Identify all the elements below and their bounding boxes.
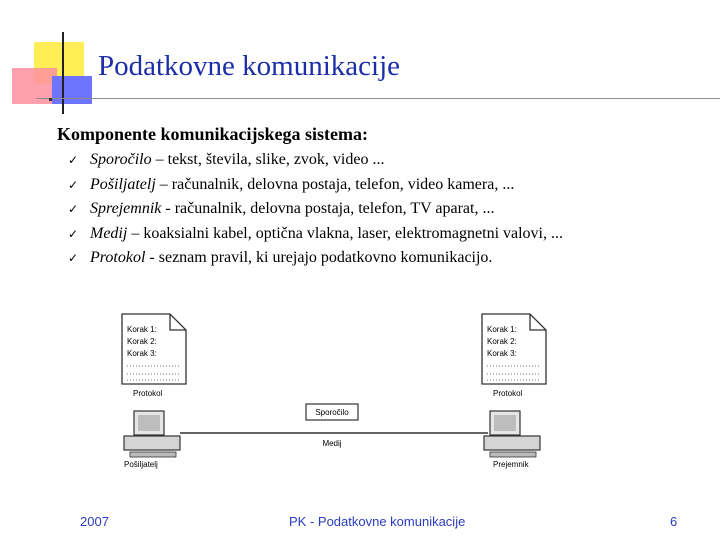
checkmark-icon: ✓	[68, 202, 79, 216]
checkmark-icon: ✓	[68, 177, 79, 192]
protocol-document-right	[482, 314, 546, 384]
bullet-term: Protokol	[90, 249, 146, 266]
checkmark-icon: ✓	[68, 251, 79, 265]
bullet-term: Medij	[90, 224, 128, 242]
medium-label: Medij	[322, 439, 342, 448]
bullet-term: Pošiljatelj	[90, 175, 156, 193]
slide-title: Podatkovne komunikacije	[98, 50, 401, 82]
protocol-step: Korak 3:	[487, 349, 517, 358]
bullet-text: - seznam pravil, ki urejajo podatkovno komunikacijo.	[145, 249, 493, 266]
bullet-item	[68, 249, 563, 274]
page-number: 6	[670, 514, 678, 529]
slide-subtitle: Komponente komunikacijskega sistema:	[57, 124, 369, 144]
bullet-term: Sprejemnik	[90, 200, 162, 217]
protocol-label-right: Protokol	[493, 389, 523, 398]
message-label: Sporočilo	[315, 408, 349, 417]
checkmark-icon: ✓	[68, 153, 79, 167]
decor-dot	[49, 98, 52, 101]
protocol-step: Korak 2:	[487, 337, 517, 346]
bullet-item	[68, 225, 563, 250]
protocol-step: Korak 1:	[127, 325, 157, 334]
protocol-step: Korak 2:	[127, 337, 157, 346]
protocol-document-left	[122, 314, 186, 384]
checkmark-icon: ✓	[68, 226, 79, 241]
receiver-computer-icon	[484, 411, 540, 457]
bullet-item	[68, 200, 563, 225]
footer-title: PK - Podatkovne komunikacije	[289, 514, 466, 529]
bullet-term: Sporočilo	[90, 151, 152, 168]
bullet-text: – koaksialni kabel, optična vlakna, laser, elektromagnetni valovi, ...	[127, 224, 563, 242]
bullet-text: - računalnik, delovna postaja, telefon, TV aparat, ...	[161, 200, 495, 217]
sender-label: Pošiljatelj	[124, 460, 158, 469]
footer-year: 2007	[80, 514, 109, 529]
bullet-list	[68, 151, 563, 274]
bullet-item	[68, 176, 563, 201]
decor-vertical-line	[62, 32, 64, 114]
communication-diagram	[100, 300, 560, 480]
bullet-item	[68, 151, 563, 176]
protocol-label-left: Protokol	[133, 389, 163, 398]
protocol-step: Korak 3:	[127, 349, 157, 358]
receiver-label: Prejemnik	[493, 460, 529, 469]
protocol-step: Korak 1:	[487, 325, 517, 334]
bullet-text: – računalnik, delovna postaja, telefon, video kamera, ...	[155, 175, 515, 193]
bullet-text: – tekst, števila, slike, zvok, video ...	[151, 151, 385, 168]
title-underline	[36, 98, 720, 99]
sender-computer-icon	[124, 411, 180, 457]
decor-blue-square	[52, 76, 92, 104]
